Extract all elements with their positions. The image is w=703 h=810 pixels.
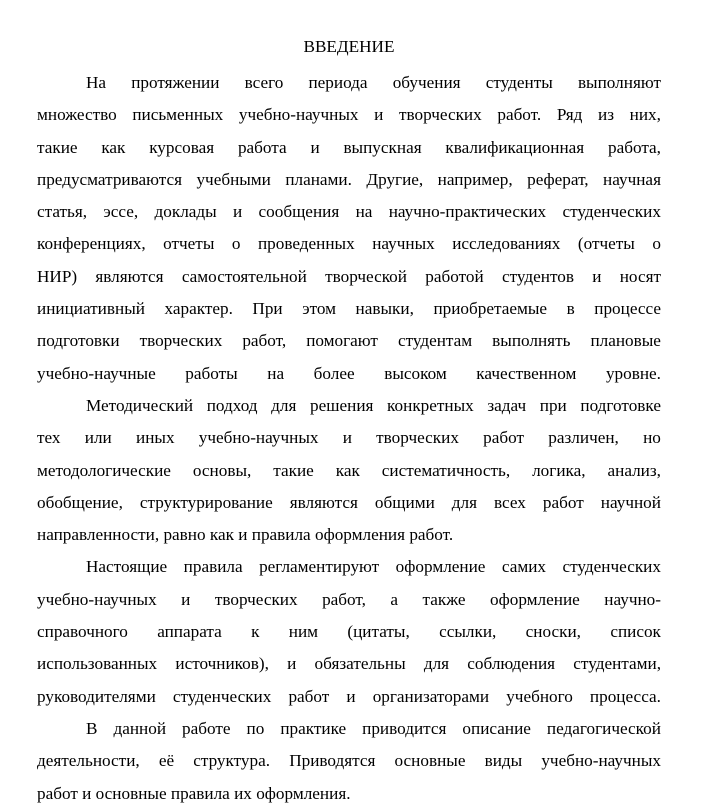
paragraph-line: тех или иных учебно-научных и творческих работ различен, но bbox=[37, 428, 661, 448]
paragraph-line: обобщение, структурирование являются общими для всех работ научной bbox=[37, 492, 661, 512]
paragraph-line: направленности, равно как и правила оформления работ. bbox=[37, 525, 454, 545]
paragraph-line: Методический подход для решения конкретных задач при подготовке bbox=[86, 395, 661, 415]
document-page bbox=[37, 34, 661, 810]
paragraph-line: справочного аппарата к ним (цитаты, ссылки, сноски, список bbox=[37, 622, 661, 642]
paragraph-line: множество письменных учебно-научных и творческих работ. Ряд из них, bbox=[37, 105, 661, 125]
page-title: ВВЕДЕНИЕ bbox=[303, 37, 395, 56]
paragraph-line: подготовки творческих работ, помогают студентам выполнять плановые bbox=[37, 331, 661, 351]
paragraph-line: руководителями студенческих работ и организаторами учебного процесса. bbox=[37, 686, 661, 706]
paragraph-line: конференциях, отчеты о проведенных научных исследованиях (отчеты о bbox=[37, 234, 661, 254]
paragraph-line: работ и основные правила их оформления. bbox=[37, 783, 351, 803]
paragraph-3 bbox=[37, 551, 661, 712]
paragraph-line: В данной работе по практике приводится описание педагогической bbox=[86, 718, 661, 738]
paragraph-line: Настоящие правила регламентируют оформление самих студенческих bbox=[86, 557, 661, 577]
paragraph-4 bbox=[37, 713, 661, 810]
paragraph-line: методологические основы, такие как систематичность, логика, анализ, bbox=[37, 460, 661, 480]
paragraph-line: инициативный характер. При этом навыки, приобретаемые в процессе bbox=[37, 299, 661, 319]
paragraph-line: учебно-научные работы на более высоком качественном уровне. bbox=[37, 363, 661, 383]
paragraph-line: НИР) являются самостоятельной творческой работой студентов и носят bbox=[37, 266, 661, 286]
paragraph-line: деятельности, её структура. Приводятся основные виды учебно-научных bbox=[37, 751, 661, 771]
paragraph-1 bbox=[37, 67, 661, 390]
paragraph-line: На протяжении всего периода обучения студенты выполняют bbox=[86, 73, 661, 92]
paragraph-line: учебно-научных и творческих работ, а также оформление научно- bbox=[37, 589, 661, 609]
paragraph-2 bbox=[37, 390, 661, 551]
paragraph-line: статья, эссе, доклады и сообщения на научно-практических студенческих bbox=[37, 202, 661, 222]
paragraph-line: такие как курсовая работа и выпускная квалификационная работа, bbox=[37, 137, 661, 157]
paragraph-line: предусматриваются учебными планами. Другие, например, реферат, научная bbox=[37, 169, 661, 189]
paragraph-line: использованных источников), и обязательны для соблюдения студентами, bbox=[37, 654, 661, 674]
